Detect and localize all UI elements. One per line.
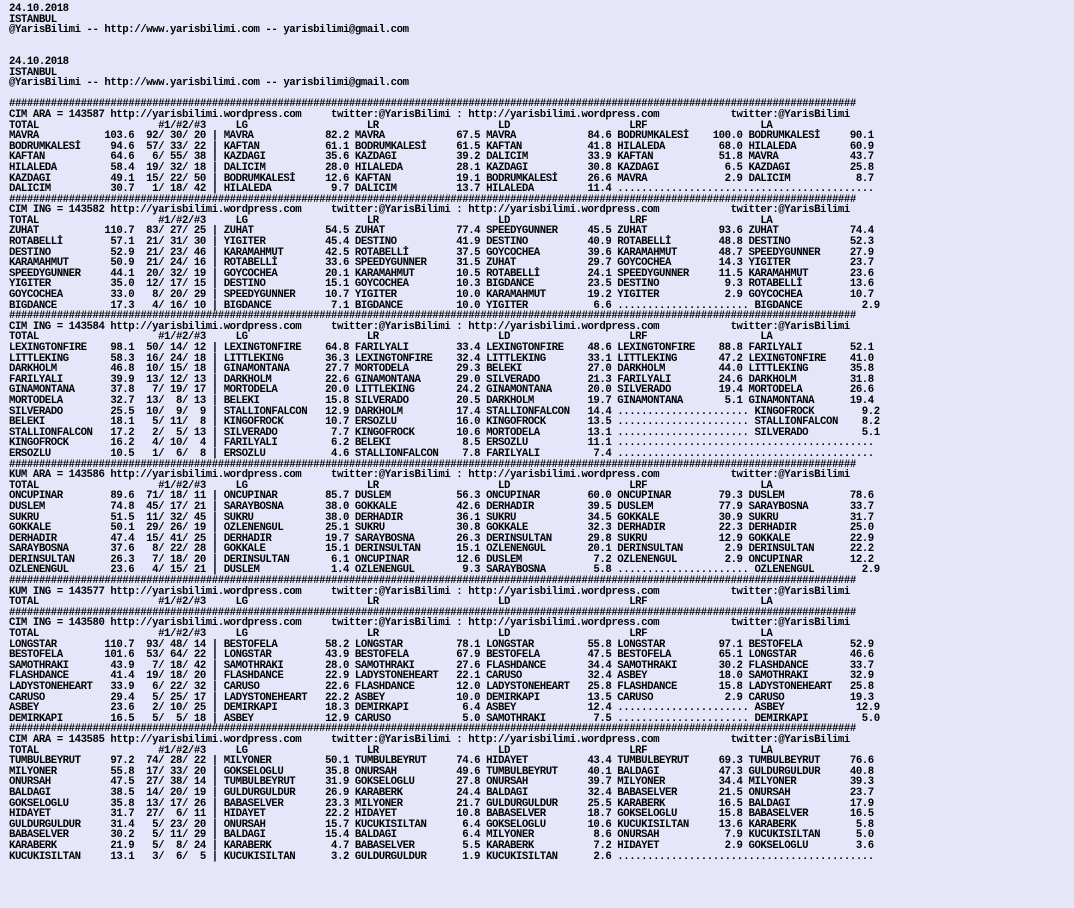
text-line: DEMIRKAPI 16.5 5/ 5/ 18 | ASBEY 12.9 CARUSO 5.0 SAMOTHRAKI 7.5 ...................... DEMIRKAPI 5.0 — [9, 712, 880, 725]
text-line: ############################################################################################################################################## — [9, 98, 856, 111]
text-line: BODRUMKALESİ 94.6 57/ 33/ 22 | KAFTAN 61.1 BODRUMKALESİ 61.5 KAFTAN 41.8 HILALEDA 68.0 HILALEDA 60.9 — [9, 140, 874, 153]
text-line: HILALEDA 58.4 19/ 32/ 18 | DALICIM 28.0 HILALEDA 28.1 KAZDAGI 30.8 KAZDAGI 6.5 KAZDAGI 25.8 — [9, 161, 874, 174]
text-line: GOYCOCHEA 33.0 8/ 20/ 29 | SPEEDYGUNNER 10.7 YIGITER 10.0 KARAMAHMUT 19.2 YIGITER 2.9 GOYCOCHEA 10.7 — [9, 289, 874, 302]
text-line: CIM ARA = 143587 http://yarisbilimi.wordpress.com twitter:@YarisBilimi : http://yarisbilimi.wordpress.com twitter:@YarisBilimi — [9, 108, 850, 121]
text-line: TOTAL #1/#2/#3 LG LR LD LRF LA — [9, 596, 773, 609]
text-line: GINAMONTANA 37.8 7/ 19/ 17 | MORTODELA 20.0 LITTLEKING 24.2 GINAMONTANA 20.0 SILVERADO 19.4 MORTODELA 26.6 — [9, 384, 874, 397]
text-line: DALICIM 30.7 1/ 18/ 42 | HILALEDA 9.7 DALICIM 13.7 HILALEDA 11.4 ........................................... — [9, 183, 874, 196]
text-line — [9, 46, 1074, 57]
text-line: LITTLEKING 58.3 16/ 24/ 18 | LITTLEKING 36.3 LEXINGTONFIRE 32.4 LITTLEKING 33.1 LITTLEKING 47.2 LEXINGTONFIRE 41.0 — [9, 352, 874, 365]
text-line: ISTANBUL — [9, 66, 57, 79]
text-line: ############################################################################################################################################## — [9, 193, 856, 206]
text-line: TOTAL #1/#2/#3 LG LR LD LRF LA — [9, 214, 773, 227]
text-line: ISTANBUL — [9, 13, 57, 26]
text-line: LADYSTONEHEART 33.9 6/ 22/ 32 | CARUSO 22.6 FLASHDANCE 12.0 LADYSTONEHEART 25.8 FLASHDANCE 15.8 LADYSTONEHEART 25.8 — [9, 681, 874, 693]
text-line: 24.10.2018 — [9, 3, 69, 15]
text-line: SPEEDYGUNNER 44.1 20/ 32/ 19 | GOYCOCHEA 20.1 KARAMAHMUT 10.5 ROTABELLİ 24.1 SPEEDYGUNNER 11.5 KARAMAHMUT 23.6 — [9, 267, 874, 280]
text-line: KUM ING = 143577 http://yarisbilimi.wordpress.com twitter:@YarisBilimi : http://yarisbilimi.wordpress.com twitter:@YarisBilimi — [9, 585, 850, 598]
text-line: TUMBULBEYRUT 97.2 74/ 28/ 22 | MILYONER 50.1 TUMBULBEYRUT 74.6 HIDAYET 43.4 TUMBULBEYRUT 69.3 TUMBULBEYRUT 76.6 — [9, 755, 874, 768]
text-line: SARAYBOSNA 37.6 8/ 22/ 28 | GOKKALE 15.1 DERINSULTAN 15.1 OZLENENGUL 20.1 DERINSULTAN 2.9 DERINSULTAN 22.2 — [9, 543, 874, 556]
text-line: ONURSAH 47.5 27/ 38/ 14 | TUMBULBEYRUT 31.9 GOKSELOGLU 27.8 ONURSAH 39.7 MILYONER 34.4 MILYONER 39.3 — [9, 776, 874, 789]
text-line: BIGDANCE 17.3 4/ 16/ 10 | BIGDANCE 7.1 BIGDANCE 10.0 YIGITER 6.6 ...................... BIGDANCE 2.9 — [9, 299, 880, 312]
text-line: GULDURGULDUR 31.4 5/ 23/ 20 | ONURSAH 15.7 KUCUKISILTAN 6.4 GOKSELOGLU 10.6 KUCUKISILTAN 13.6 KARABERK 5.8 — [9, 818, 874, 831]
text-line: ASBEY 23.6 2/ 10/ 25 | DEMIRKAPI 18.3 DEMIRKAPI 6.4 ASBEY 12.4 ...................... ASBEY 12.9 — [9, 702, 880, 715]
text-line: ERSOZLU 10.5 1/ 6/ 8 | ERSOZLU 4.6 STALLIONFALCON 7.8 FARILYALI 7.4 ........................................... — [9, 447, 874, 460]
text-line: MORTODELA 32.7 13/ 8/ 13 | BELEKI 15.8 SILVERADO 20.5 DARKHOLM 19.7 GINAMONTANA 5.1 GINAMONTANA 19.4 — [9, 394, 874, 407]
text-line: BABASELVER 30.2 5/ 11/ 29 | BALDAGI 15.4 BALDAGI 6.4 MILYONER 8.6 ONURSAH 7.9 KUCUKISILTAN 5.0 — [9, 829, 874, 842]
text-line: @YarisBilimi -- http://www.yarisbilimi.com -- yarisbilimi@gmail.com — [9, 77, 409, 90]
text-line: HIDAYET 31.7 27/ 6/ 11 | HIDAYET 22.2 HIDAYET 10.8 BABASELVER 18.7 GOKSELOGLU 15.8 BABASELVER 16.5 — [9, 808, 874, 821]
text-line: CIM ARA = 143585 http://yarisbilimi.wordpress.com twitter:@YarisBilimi : http://yarisbilimi.wordpress.com twitter:@YarisBilimi — [9, 733, 850, 746]
text-line: KUCUKISILTAN 13.1 3/ 6/ 5 | KUCUKISILTAN 3.2 GULDURGULDUR 1.9 KUCUKISILTAN 2.6 ........................................... — [9, 850, 874, 863]
text-line: FARILYALI 39.9 13/ 12/ 13 | DARKHOLM 22.6 GINAMONTANA 29.0 SILVERADO 21.3 FARILYALI 24.6 DARKHOLM 31.8 — [9, 373, 874, 386]
text-line: BELEKI 18.1 5/ 11/ 8 | KINGOFROCK 10.7 ERSOZLU 16.0 KINGOFROCK 13.5 ...................... STALLIONFALCON 8.2 — [9, 416, 880, 429]
text-line: KARAMAHMUT 50.9 21/ 24/ 16 | ROTABELLİ 33.6 SPEEDYGUNNER 31.5 ZUHAT 29.7 GOYCOCHEA 14.3 YIGITER 23.7 — [9, 257, 874, 270]
text-line: OZLENENGUL 23.6 4/ 15/ 21 | DUSLEM 1.4 OZLENENGUL 9.3 SARAYBOSNA 5.8 ...................... OZLENENGUL 2.9 — [9, 564, 880, 577]
text-line: STALLIONFALCON 17.2 2/ 5/ 13 | SILVERADO 7.7 KINGOFROCK 10.6 MORTODELA 13.1 ...................... SILVERADO 5.1 — [9, 426, 880, 439]
text-line: SUKRU 51.5 11/ 32/ 45 | SUKRU 38.0 DERHADIR 36.1 SUKRU 34.5 GOKKALE 30.9 SUKRU 31.7 — [9, 511, 874, 524]
text-line: KAZDAGI 49.1 15/ 22/ 50 | BODRUMKALESİ 12.6 KAFTAN 19.1 BODRUMKALESİ 26.6 MAVRA 2.9 DALICIM 8.7 — [9, 172, 874, 185]
text-line — [9, 36, 1074, 47]
text-line: TOTAL #1/#2/#3 LG LR LD LRF LA — [9, 479, 773, 492]
text-line: ############################################################################################################################################## — [9, 310, 856, 323]
text-line: DERHADIR 47.4 15/ 41/ 25 | DERHADIR 19.7 SARAYBOSNA 26.3 DERINSULTAN 29.8 SUKRU 12.9 GOKKALE 22.9 — [9, 532, 874, 545]
text-line: CARUSO 29.4 5/ 25/ 17 | LADYSTONEHEART 22.2 ASBEY 10.0 DEMIRKAPI 13.5 CARUSO 2.9 CARUSO 19.3 — [9, 691, 874, 704]
text-line: GOKKALE 50.1 29/ 26/ 19 | OZLENENGUL 25.1 SUKRU 30.8 GOKKALE 32.3 DERHADIR 22.3 DERHADIR 25.0 — [9, 522, 874, 535]
text-line: LEXINGTONFIRE 98.1 50/ 14/ 12 | LEXINGTONFIRE 64.8 FARILYALI 33.4 LEXINGTONFIRE 48.6 LEXINGTONFIRE 88.8 FARILYALI 52.1 — [9, 342, 874, 354]
text-line: KAFTAN 64.6 6/ 55/ 38 | KAZDAGI 35.6 KAZDAGI 39.2 DALICIM 33.9 KAFTAN 51.8 MAVRA 43.7 — [9, 151, 874, 164]
text-line: DESTINO 52.9 21/ 23/ 46 | KARAMAHMUT 42.5 ROTABELLİ 37.5 GOYCOCHEA 39.6 KARAMAHMUT 48.7 SPEEDYGUNNER 27.9 — [9, 246, 874, 259]
text-line: DARKHOLM 46.8 10/ 15/ 18 | GINAMONTANA 27.7 MORTODELA 29.3 BELEKI 27.0 DARKHOLM 44.0 LITTLEKING 35.8 — [9, 363, 874, 376]
text-line: 24.10.2018 — [9, 55, 69, 68]
text-line: FLASHDANCE 41.4 19/ 18/ 20 | FLASHDANCE 22.9 LADYSTONEHEART 22.1 CARUSO 32.4 ASBEY 18.0 SAMOTHRAKI 32.9 — [9, 670, 874, 683]
text-line: ############################################################################################################################################## — [9, 606, 856, 619]
text-line: ############################################################################################################################################## — [9, 458, 856, 471]
text-line: YIGITER 35.0 12/ 17/ 15 | DESTINO 15.1 GOYCOCHEA 10.3 BIGDANCE 23.5 DESTINO 9.3 ROTABELLİ 13.6 — [9, 278, 874, 291]
text-line: TOTAL #1/#2/#3 LG LR LD LRF LA — [9, 119, 773, 132]
text-line: ROTABELLİ 57.1 21/ 31/ 30 | YIGITER 45.4 DESTINO 41.9 DESTINO 40.9 ROTABELLİ 48.8 DESTINO 52.3 — [9, 236, 874, 249]
text-line: KUM ARA = 143586 http://yarisbilimi.wordpress.com twitter:@YarisBilimi : http://yarisbilimi.wordpress.com twitter:@YarisBilimi — [9, 469, 850, 482]
text-line: TOTAL #1/#2/#3 LG LR LD LRF LA — [9, 744, 773, 757]
text-line: @YarisBilimi -- http://www.yarisbilimi.com -- yarisbilimi@gmail.com — [9, 24, 409, 37]
text-line: KINGOFROCK 16.2 4/ 10/ 4 | FARILYALI 6.2 BELEKI 8.5 ERSOZLU 11.1 ........................................... — [9, 437, 874, 450]
text-line: ############################################################################################################################################## — [9, 575, 856, 588]
text-line: CIM ING = 143580 http://yarisbilimi.wordpress.com twitter:@YarisBilimi : http://yarisbilimi.wordpress.com twitter:@YarisBilimi — [9, 617, 850, 630]
text-line: SILVERADO 25.5 10/ 9/ 9 | STALLIONFALCON 12.9 DARKHOLM 17.4 STALLIONFALCON 14.4 ...................... KINGOFROCK 9.2 — [9, 405, 880, 418]
text-line: GOKSELOGLU 35.8 13/ 17/ 26 | BABASELVER 23.3 MILYONER 21.7 GULDURGULDUR 25.5 KARABERK 16.5 BALDAGI 17.9 — [9, 797, 874, 810]
text-line: MAVRA 103.6 92/ 30/ 20 | MAVRA 82.2 MAVRA 67.5 MAVRA 84.6 BODRUMKALESİ 100.0 BODRUMKALESİ 90.1 — [9, 130, 874, 143]
text-line: KARABERK 21.9 5/ 8/ 24 | KARABERK 4.7 BABASELVER 5.5 KARABERK 7.2 HIDAYET 2.9 GOKSELOGLU 3.6 — [9, 839, 874, 852]
text-line: LONGSTAR 110.7 93/ 48/ 14 | BESTOFELA 58.2 LONGSTAR 78.1 LONGSTAR 55.8 LONGSTAR 97.1 BESTOFELA 52.9 — [9, 638, 874, 651]
text-line: TOTAL #1/#2/#3 LG LR LD LRF LA — [9, 628, 773, 641]
text-line: DERINSULTAN 26.3 7/ 18/ 20 | DERINSULTAN 6.1 ONCUPINAR 12.6 DUSLEM 7.2 OZLENENGUL 2.9 ONCUPINAR 12.2 — [9, 553, 874, 566]
text-line: TOTAL #1/#2/#3 LG LR LD LRF LA — [9, 331, 773, 344]
text-line: ZUHAT 110.7 83/ 27/ 25 | ZUHAT 54.5 ZUHAT 77.4 SPEEDYGUNNER 45.5 ZUHAT 93.6 ZUHAT 74.4 — [9, 225, 874, 238]
text-line: MILYONER 55.8 17/ 33/ 20 | GOKSELOGLU 35.8 ONURSAH 49.6 TUMBULBEYRUT 40.1 BALDAGI 47.3 GULDURGULDUR 40.8 — [9, 765, 874, 778]
text-line: ############################################################################################################################################## — [9, 723, 856, 736]
text-line: SAMOTHRAKI 43.9 7/ 18/ 42 | SAMOTHRAKI 28.0 SAMOTHRAKI 27.6 FLASHDANCE 34.4 SAMOTHRAKI 30.2 FLASHDANCE 33.7 — [9, 659, 874, 672]
text-line: CIM ING = 143584 http://yarisbilimi.wordpress.com twitter:@YarisBilimi : http://yarisbilimi.wordpress.com twitter:@YarisBilimi — [9, 320, 850, 333]
text-line: DUSLEM 74.8 45/ 17/ 21 | SARAYBOSNA 38.0 GOKKALE 42.6 DERHADIR 39.5 DUSLEM 77.9 SARAYBOSNA 33.7 — [9, 500, 874, 513]
text-line: CIM ING = 143582 http://yarisbilimi.wordpress.com twitter:@YarisBilimi : http://yarisbilimi.wordpress.com twitter:@YarisBilimi — [9, 204, 850, 217]
text-line: BESTOFELA 101.6 53/ 64/ 22 | LONGSTAR 43.9 BESTOFELA 67.9 BESTOFELA 47.5 BESTOFELA 65.1 LONGSTAR 46.6 — [9, 649, 874, 662]
text-line: BALDAGI 38.5 14/ 20/ 19 | GULDURGULDUR 26.9 KARABERK 24.4 BALDAGI 32.4 BABASELVER 21.5 ONURSAH 23.7 — [9, 786, 874, 799]
text-line: ONCUPINAR 89.6 71/ 18/ 11 | ONCUPINAR 85.7 DUSLEM 56.3 ONCUPINAR 60.0 ONCUPINAR 79.3 DUSLEM 78.6 — [9, 490, 874, 503]
